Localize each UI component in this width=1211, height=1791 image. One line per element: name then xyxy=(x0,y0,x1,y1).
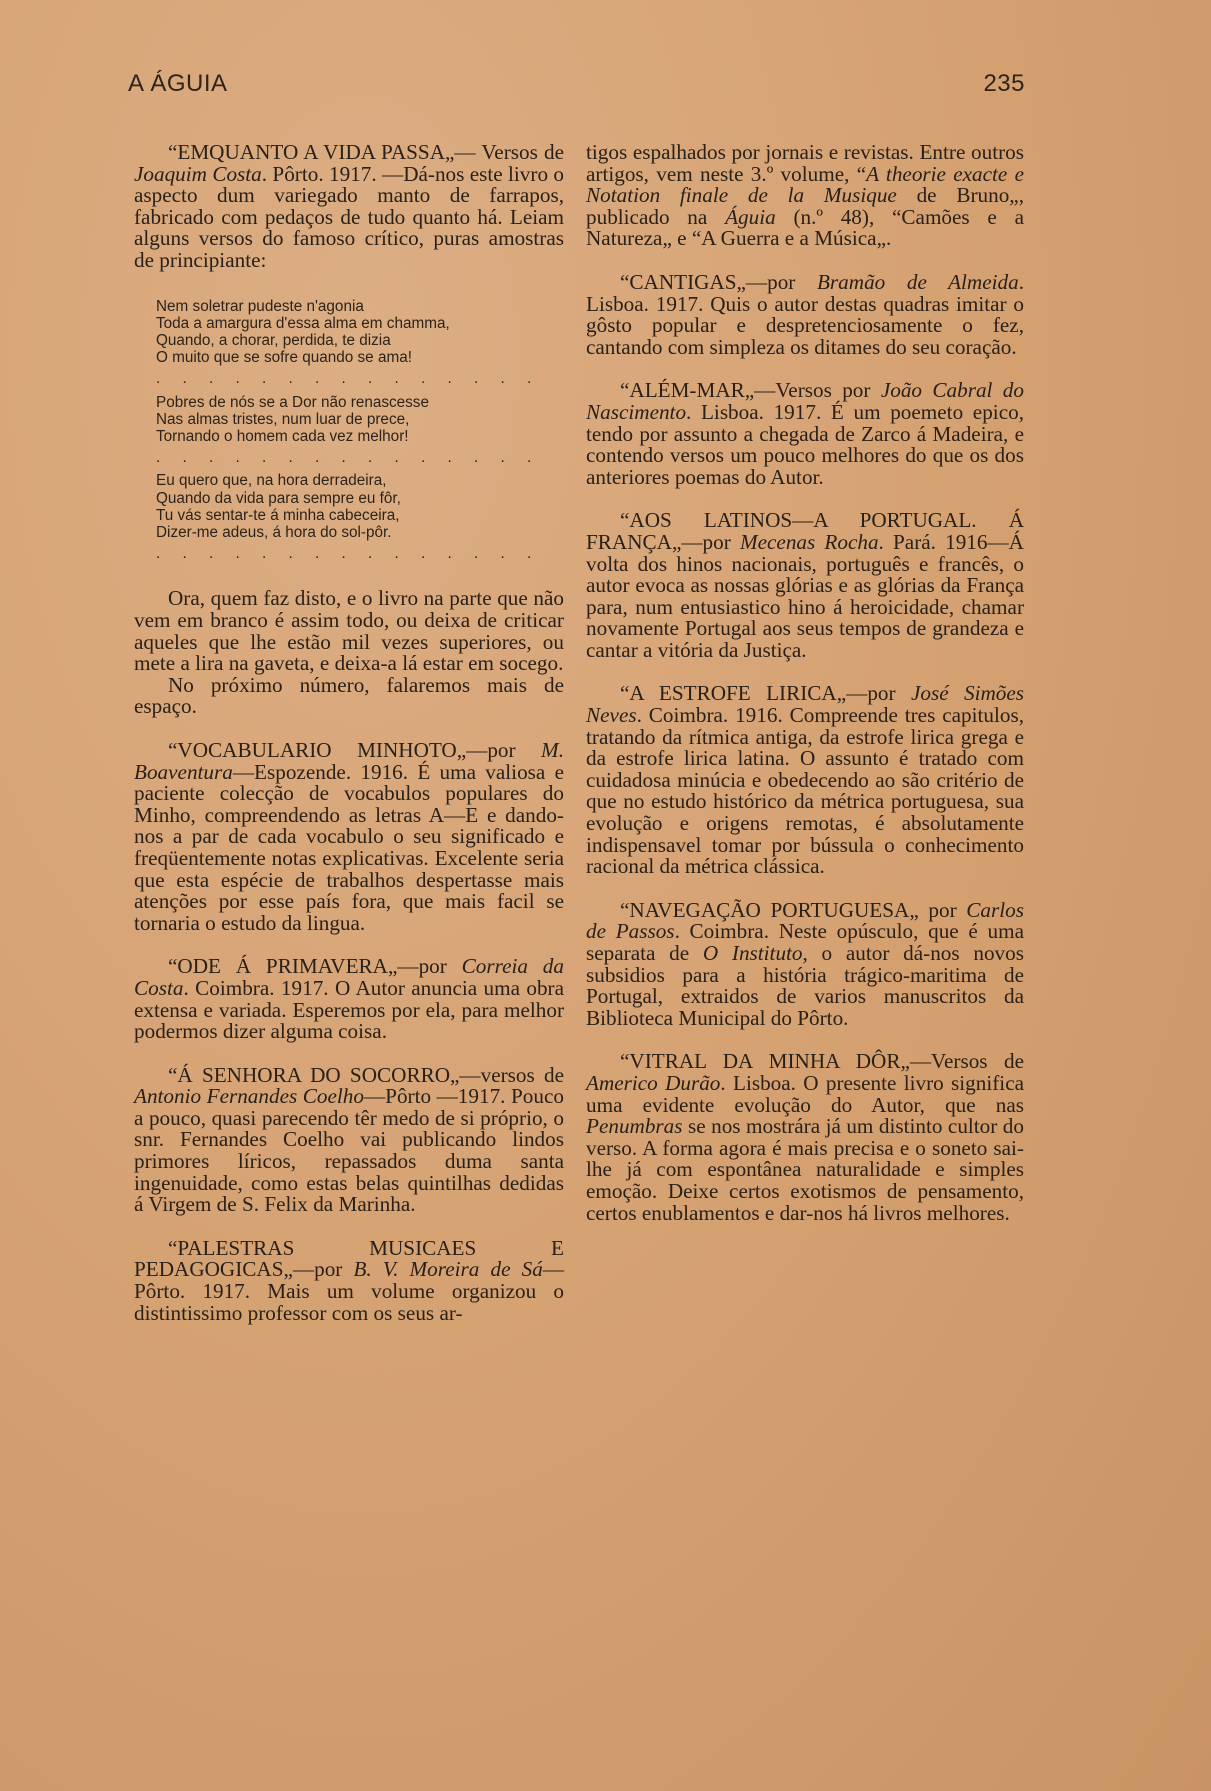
author-name: Americo Durão xyxy=(586,1070,721,1095)
running-head xyxy=(128,70,1025,98)
author-name: B. V. Moreira de Sá xyxy=(353,1257,543,1282)
right-column xyxy=(586,142,1024,1246)
review-vitral-da-minha-dor: “VITRAL DA MINHA DÔR„—Versos de Americo Durão. Lisboa. O presente livro significa uma evidente evolução do Autor, que nas Penumbras se nos mostrára já um distinto cultor do verso. A forma agora é mais precisa e o soneto sai-lhe já com espontânea naturalidade e simples emoção. Deixe certos exotismos de pensamento, certos enublamentos e dar-nos há livros melhores. xyxy=(586,1049,1024,1225)
author-name: Joaquim Costa xyxy=(134,161,262,186)
author-name: José Simões Neves xyxy=(586,681,1024,728)
author-name: Antonio Fernandes Coelho xyxy=(134,1084,364,1109)
poem-stanza-2: Pobres de nós se a Dor não renascesse Nas almas tristes, num luar de prece, Tornando o homem cada vez melhor! xyxy=(156,393,429,445)
review-cantigas: “CANTIGAS„—por Bramão de Almeida. Lisboa. 1917. Quis o autor destas quadras imitar o gôsto popular e despretenciosamente o fez, cantando com simpleza os ditames do seu coração. xyxy=(586,269,1025,359)
review-palestras-musicaes: “PALESTRAS MUSICAES E PEDAGOGICAS„—por B. V. Moreira de Sá—Pôrto. 1917. Mais um volume organizou o distintissimo professor com os seus ar- xyxy=(134,1235,564,1325)
author-name: Mecenas Rocha xyxy=(739,529,879,554)
ellipsis-row: . . . . . . . . . . . . . . . xyxy=(156,449,541,467)
left-column xyxy=(134,142,564,1346)
quoted-poem xyxy=(156,298,564,563)
review-ode-a-primavera: “ODE Á PRIMAVERA„—por Correia da Costa. Coimbra. 1917. O Autor anuncia uma obra extensa e variada. Esperemos por ela, para melhor podermos dizer alguma coisa. xyxy=(134,954,564,1044)
journal-ref: Águia xyxy=(725,204,776,229)
review-enquanto-a-vida-passa: “EMQUANTO A VIDA PASSA„— Versos de Joaquim Costa. Pôrto. 1917. —Dá-nos este livro o aspecto dum variegado manto de farrapos, fabricado com pedaços de tudo quanto há. Leiam alguns versos do famoso crítico, puras amostras de principiante: xyxy=(134,140,564,272)
review-senhora-do-socorro: “Á SENHORA DO SOCORRO„—versos de Antonio Fernandes Coelho—Pôrto —1917. Pouco a pouco, quasi parecendo têr medo de si próprio, o snr. Fernandes Coelho vai publicando lindos primores líricos, repassados duma santa ingenuidade, como estas belas quintilhas dedidas á Virgem de S. Felix da Marinha. xyxy=(134,1062,564,1217)
ellipsis-row: . . . . . . . . . . . . . . . xyxy=(156,545,541,563)
author-name: João Cabral do Nascimento xyxy=(586,378,1024,424)
author-name: Correia da Costa xyxy=(134,954,564,1000)
review-aos-latinos: “AOS LATINOS—A PORTUGAL. Á FRANÇA„—por Mecenas Rocha. Pará. 1916—Á volta dos hinos nacionais, português e francês, o autor evoca as nossas glórias e as glórias da França para, num entusiastico hino á heroicidade, chamar novamente Portugal aos seus tempos de grandeza e cantar a vitória da Justiça. xyxy=(586,508,1024,662)
journal-title: A ÁGUIA xyxy=(128,70,228,97)
page-number: 235 xyxy=(983,70,1025,97)
review-palestras-continued: tigos espalhados por jornais e revistas. Entre outros artigos, vem neste 3.º volume, “A theorie exacte e Notation finale de la Musique de Bruno„, publicado na Águia (n.º 48), “Camões e a Natureza„ e “A Guerra e a Música„. xyxy=(586,140,1025,251)
poem-stanza-1: Nem soletrar pudeste n'agonia Toda a amargura d'essa alma em chamma, Quando, a chorar, perdida, te dizia O muito que se sofre quando se ama! xyxy=(156,297,450,367)
review-vocabulario-minhoto: “VOCABULARIO MINHOTO„—por M. Boaventura—Espozende. 1916. É uma valiosa e paciente colecção de vocabulos populares do Minho, compreendendo as letras A—E e dando-nos a par de cada vocabulo o seu significado e freqüentemente notas explicativas. Excelente seria que esta espécie de trabalhos despertasse mais atenções por esse país fora, que mais facil se tornaria o estudo da lingua. xyxy=(134,737,564,935)
author-name: M. Boaventura xyxy=(134,737,564,784)
review-estrofe-lirica: “A ESTROFE LIRICA„—por José Simões Neves. Coimbra. 1916. Compreende tres capitulos, tratando da rítmica antiga, da estrofe lirica grega e da estrofe lirica latina. O assunto é tratado com cuidadosa minúcia e obedecendo ao são critério de que no estudo histórico da métrica portuguesa, sua evolução e origens remotas, é absolutamente indispensavel tomar por bússula o conhecimento racional da métrica clássica. xyxy=(586,681,1024,879)
publication-name: O Instituto xyxy=(702,941,803,965)
author-name: Carlos de Passos xyxy=(586,897,1024,944)
review-navegacao-portuguesa: “NAVEGAÇÃO PORTUGUESA„ por Carlos de Passos. Coimbra. Neste opúsculo, que é uma separata de O Instituto, o autor dá-nos novos subsidios para a história trágico-maritima de Portugal, extraidos de varios manuscritos da Biblioteca Municipal do Pôrto. xyxy=(586,897,1024,1030)
article-title: A theorie exacte e Notation finale de la Musique xyxy=(586,161,1025,208)
next-issue-note: No próximo número, falaremos mais de espaço. xyxy=(134,672,564,719)
work-title: Penumbras xyxy=(586,1114,683,1139)
review-alem-mar: “ALÉM-MAR„—Versos por João Cabral do Nascimento. Lisboa. 1917. É um poemeto epico, tendo por assunto a chegada de Zarco á Madeira, e contendo versos um pouco melhores do que os dos anteriores poemas do Autor. xyxy=(586,378,1024,489)
author-name: Bramão de Almeida xyxy=(816,269,1019,294)
poem-stanza-3: Eu quero que, na hora derradeira, Quando da vida para sempre eu fôr, Tu vás sentar-te á minha cabeceira, Dizer-me adeus, á hora do sol-pôr. xyxy=(156,472,401,541)
poem-commentary: Ora, quem faz disto, e o livro na parte que não vem em branco é assim todo, ou deixa de criticar aqueles que lhe estão mil vezes superiores, ou mete a lira na gaveta, e deixa-a lá estar em socego. xyxy=(134,586,564,676)
ellipsis-row: . . . . . . . . . . . . . . . xyxy=(156,370,541,388)
